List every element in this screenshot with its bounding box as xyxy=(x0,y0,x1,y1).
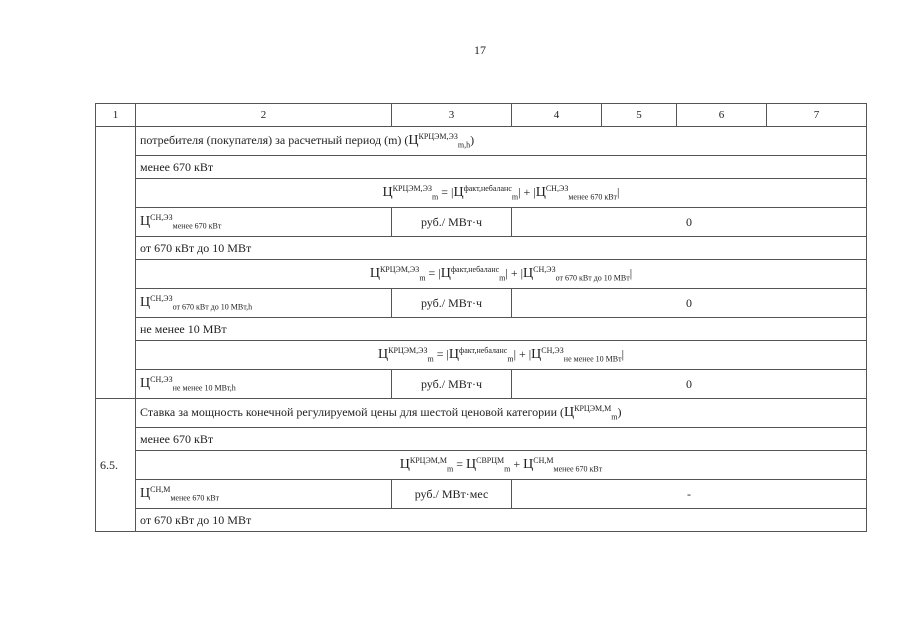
section-title-end: ) xyxy=(617,405,622,419)
f3-eq: = xyxy=(436,347,444,361)
symbol-sup: СН,М xyxy=(150,485,171,494)
f1-b-sup: факт,небаланс xyxy=(463,184,512,193)
symbol-sub: от 670 кВт до 10 МВт,h xyxy=(172,302,253,312)
f4-eq: = xyxy=(456,457,463,471)
symbol-sup: СН,ЭЗ xyxy=(150,213,173,222)
value-cell: 0 xyxy=(512,289,867,318)
symbol-sub: менее 670 кВт xyxy=(170,493,220,503)
symbol-sub: m,h xyxy=(457,140,471,150)
f3-a-sub: m xyxy=(427,354,434,364)
formula-2: $Ц^{КРЦЭМ,ЭЗ}_m = |Ц^{факт,небаланс}_m| + |Ц^{СН,ЭЗ}_{от 670 кВт до 10 МВт}|$ xyxy=(136,260,867,289)
unit-cell: руб./ МВт·мес xyxy=(392,480,512,509)
symbol: Ц xyxy=(140,295,151,310)
f2-c-sup: СН,ЭЗ xyxy=(533,265,556,274)
f1-b: Ц xyxy=(453,185,464,200)
col-header-2: 2 xyxy=(136,104,392,127)
f4-c-sub: менее 670 кВт xyxy=(553,464,603,474)
row-less-670: менее 670 кВт xyxy=(136,428,867,451)
symbol: Ц xyxy=(140,486,151,501)
value-cell: 0 xyxy=(512,208,867,237)
col-header-4: 4 xyxy=(512,104,602,127)
row-670-10mw: от 670 кВт до 10 МВт xyxy=(136,237,867,260)
unit-cell: руб./ МВт·ч xyxy=(392,289,512,318)
value-cell: - xyxy=(512,480,867,509)
param-cell xyxy=(136,370,392,399)
col-header-6: 6 xyxy=(677,104,767,127)
col-header-5: 5 xyxy=(602,104,677,127)
param-cell xyxy=(136,480,392,509)
row-consumer-period xyxy=(136,127,867,156)
f1-c-sup: СН,ЭЗ xyxy=(545,184,569,193)
unit-cell: руб./ МВт·ч xyxy=(392,370,512,399)
f3-plus: + xyxy=(518,347,526,361)
f1-b-sub: m xyxy=(511,192,519,202)
symbol: Ц xyxy=(140,376,151,391)
f4-c-sup: СН,М xyxy=(533,456,554,465)
f2-a-sub: m xyxy=(419,273,426,283)
formula-1: $Ц^{КРЦЭМ,ЭЗ}_m = |Ц^{факт,небаланс}_m| + |Ц^{СН,ЭЗ}_{менее 670 кВт}|$ xyxy=(136,179,867,208)
f2-b-sup: факт,небаланс xyxy=(450,265,500,274)
page-number: 17 xyxy=(474,43,486,57)
param-cell xyxy=(136,208,392,237)
f2-c-sub: от 670 кВт до 10 МВт xyxy=(555,273,630,283)
f4-b: Ц xyxy=(465,457,477,472)
f4-b-sup: СВРЦМ xyxy=(476,456,505,465)
symbol-sup: КРЦЭМ,М xyxy=(574,404,612,413)
symbol-sub: менее 670 кВт xyxy=(172,221,222,231)
symbol: Ц xyxy=(564,405,575,420)
f4-a: Ц xyxy=(399,457,410,472)
f3-a-sup: КРЦЭМ,ЭЗ xyxy=(388,346,428,355)
row-not-less-10mw: не менее 10 МВт xyxy=(136,318,867,341)
f3-b: Ц xyxy=(448,347,460,362)
row-text-end: ) xyxy=(470,133,475,147)
f3-a: Ц xyxy=(378,347,389,362)
formula-4 xyxy=(136,451,867,480)
row-670-10mw: от 670 кВт до 10 МВт xyxy=(136,509,867,532)
param-cell xyxy=(136,289,392,318)
f3-c: Ц xyxy=(531,347,542,362)
row-less-670: менее 670 кВт xyxy=(136,156,867,179)
col-header-7: 7 xyxy=(767,104,867,127)
f1-a-sup: КРЦЭМ,ЭЗ xyxy=(392,184,433,193)
f3-c-sup: СН,ЭЗ xyxy=(541,346,564,355)
f2-b-sub: m xyxy=(499,273,506,283)
symbol-sup: СН,ЭЗ xyxy=(150,375,173,384)
header-row xyxy=(96,104,867,127)
f1-c: Ц xyxy=(535,185,546,200)
tariff-table xyxy=(95,103,867,532)
symbol-sub: m xyxy=(611,412,618,422)
f2-eq: = xyxy=(428,266,436,280)
symbol-sub: не менее 10 МВт,h xyxy=(172,383,236,393)
f3-b-sup: факт,небаланс xyxy=(459,346,508,355)
f3-b-sub: m xyxy=(507,354,514,364)
f1-eq: = xyxy=(441,185,449,199)
f4-a-sub: m xyxy=(446,464,454,474)
f3-c-sub: не менее 10 МВт xyxy=(563,354,622,364)
col-header-3: 3 xyxy=(392,104,512,127)
f2-plus: + xyxy=(510,266,518,280)
symbol-sup: КРЦЭМ,ЭЗ xyxy=(418,132,458,141)
section-6-5-title xyxy=(136,399,867,428)
f2-a: Ц xyxy=(369,266,380,281)
f2-a-sup: КРЦЭМ,ЭЗ xyxy=(379,265,420,274)
section-title-text: Ставка за мощность конечной регулируемой цены для шестой ценовой категории ( xyxy=(140,405,564,419)
f4-b-sub: m xyxy=(504,464,511,474)
f2-c: Ц xyxy=(523,266,534,281)
row-text: потребителя (покупателя) за расчетный период (m) ( xyxy=(140,133,409,147)
symbol-sup: СН,ЭЗ xyxy=(150,294,173,303)
symbol: Ц xyxy=(140,214,151,229)
f4-a-sup: КРЦЭМ,М xyxy=(409,456,447,465)
formula-3: $Ц^{КРЦЭМ,ЭЗ}_m = |Ц^{факт,небаланс}_m| + |Ц^{СН,ЭЗ}_{не менее 10 МВт}|$ xyxy=(136,341,867,370)
section-number-cell xyxy=(96,127,136,399)
col-header-1: 1 xyxy=(96,104,136,127)
f1-a: Ц xyxy=(382,185,393,200)
value-cell: 0 xyxy=(512,370,867,399)
symbol: Ц xyxy=(408,133,419,148)
section-number: 6.5. xyxy=(96,399,136,532)
f4-c: Ц xyxy=(523,457,534,472)
f1-a-sub: m xyxy=(432,192,439,202)
f4-plus: + xyxy=(513,457,521,471)
f1-c-sub: менее 670 кВт xyxy=(568,192,618,202)
unit-cell: руб./ МВт·ч xyxy=(392,208,512,237)
f2-b: Ц xyxy=(440,266,451,281)
f1-plus: + xyxy=(523,185,531,199)
